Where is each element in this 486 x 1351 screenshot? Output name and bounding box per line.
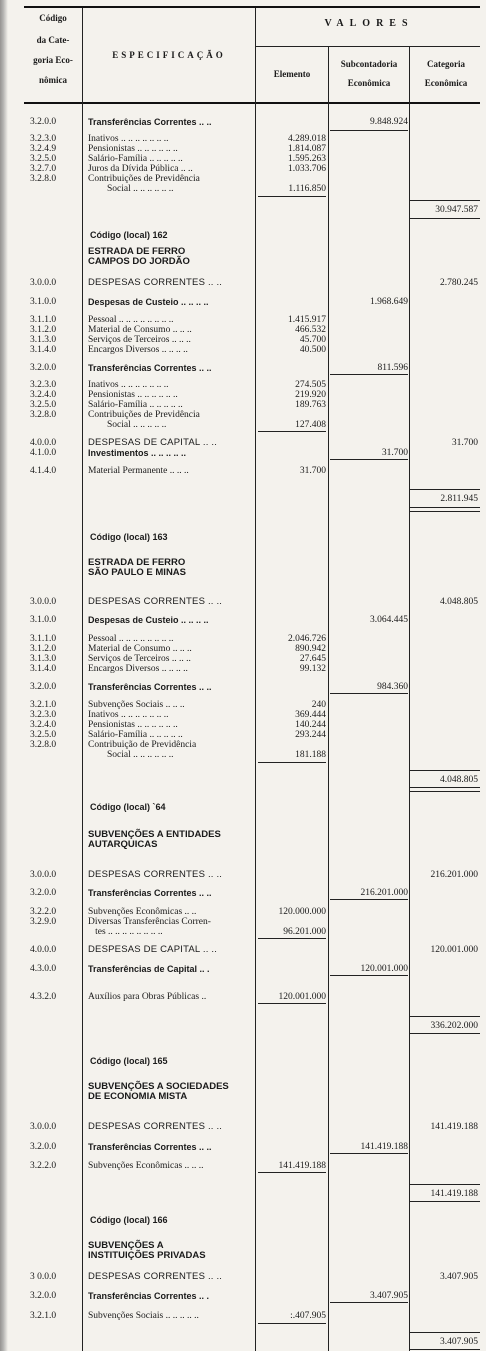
organization-heading bbox=[88, 1082, 229, 1102]
row-code: 3.2.2.0 bbox=[30, 907, 57, 917]
row-description: Investimentos .. .. .. .. .. bbox=[88, 448, 187, 458]
row-code: 3.2.0.0 bbox=[30, 682, 57, 692]
row-value-elemento: 240 bbox=[311, 700, 326, 710]
row-code: 3.2.3.0 bbox=[30, 710, 57, 720]
scan-edge-shadow bbox=[0, 0, 8, 1351]
row-description: Pessoal .. .. .. .. .. .. .. .. bbox=[88, 634, 174, 644]
row-code: 3.1.0.0 bbox=[30, 297, 57, 307]
local-code-heading: Código (local) 162 bbox=[90, 230, 168, 240]
organization-heading-line: SUBVENÇÕES A ENTIDADES bbox=[88, 829, 221, 840]
header-code bbox=[26, 12, 80, 86]
row-description: Material de Consumo .. .. .. bbox=[88, 325, 192, 335]
row-description: DESPESAS DE CAPITAL .. .. bbox=[88, 945, 218, 955]
organization-heading bbox=[88, 830, 221, 850]
row-description: Serviços de Terceiros .. .. .. bbox=[88, 654, 191, 664]
row-description: Material de Consumo .. .. .. bbox=[88, 644, 192, 654]
total-rule bbox=[410, 791, 480, 792]
row-description: tes .. .. .. .. .. .. .. .. bbox=[88, 927, 163, 937]
row-code: 3.2.0.0 bbox=[30, 888, 57, 898]
row-description: Transferências de Capital .. . bbox=[88, 964, 210, 974]
row-description: DESPESAS DE CAPITAL .. .. bbox=[88, 438, 218, 448]
row-description: Social .. .. .. .. .. bbox=[88, 420, 167, 430]
subtotal-rule bbox=[330, 130, 408, 131]
row-value-categoria: 120.001.000 bbox=[430, 945, 478, 955]
organization-heading-line: ESTRADA DE FERRO bbox=[88, 246, 186, 257]
total-rule bbox=[410, 1016, 480, 1017]
row-value-categoria: 4.048.805 bbox=[440, 775, 478, 785]
subtotal-rule bbox=[330, 693, 408, 694]
row-description: Pensionistas .. .. .. .. .. .. bbox=[88, 720, 178, 730]
header-code-line: nômica bbox=[39, 75, 67, 85]
organization-heading-line: SUBVENÇÕES A SOCIEDADES bbox=[88, 1081, 229, 1092]
row-code: 3.0.0.0 bbox=[30, 870, 57, 880]
row-value-categoria: 2.780.245 bbox=[440, 278, 478, 288]
row-description: Transferências Correntes .. .. bbox=[88, 682, 212, 692]
header-subconta-line: Subcontadoria bbox=[340, 59, 398, 69]
total-rule bbox=[410, 787, 480, 788]
row-value-categoria: 216.201.000 bbox=[430, 870, 478, 880]
row-code: 3.2.0.0 bbox=[30, 117, 57, 127]
row-code: 4.1.4.0 bbox=[30, 466, 57, 476]
row-value-elemento: :.407.905 bbox=[290, 1311, 326, 1321]
header-code-line: goria Eco- bbox=[33, 55, 73, 65]
row-value-categoria: 336.202.000 bbox=[430, 1021, 478, 1031]
row-value-elemento: 40.500 bbox=[299, 345, 326, 355]
col-divider-code bbox=[82, 8, 83, 1351]
subtotal-rule bbox=[330, 975, 408, 976]
header-subconta bbox=[329, 58, 409, 89]
row-value-categoria: 31.700 bbox=[451, 438, 478, 448]
row-code: 3.2.5.0 bbox=[30, 400, 57, 410]
row-code: 4.3.0.0 bbox=[30, 964, 57, 974]
row-description: Inativos .. .. .. .. .. .. .. bbox=[88, 134, 169, 144]
row-description: DESPESAS CORRENTES .. .. bbox=[88, 597, 223, 607]
row-code: 3.0.0.0 bbox=[30, 278, 57, 288]
row-description: DESPESAS CORRENTES .. .. bbox=[88, 1272, 223, 1282]
row-value-subcontadoria: 216.201.000 bbox=[360, 888, 408, 898]
row-description: Despesas de Custeio .. .. .. .. bbox=[88, 297, 209, 307]
subtotal-rule bbox=[330, 459, 408, 460]
row-code: 3 0.0.0 bbox=[30, 1272, 57, 1282]
organization-heading-line: ESTRADA DE FERRO bbox=[88, 557, 186, 568]
row-code: 4.3.2.0 bbox=[30, 992, 57, 1002]
row-code: 3.0.0.0 bbox=[30, 1122, 57, 1132]
row-value-elemento: 31.700 bbox=[299, 466, 326, 476]
organization-heading-line: SÃO PAULO E MINAS bbox=[88, 567, 186, 578]
row-description: Subvenções Sociais .. .. .. bbox=[88, 700, 185, 710]
row-description: Transferências Correntes .. . bbox=[88, 1291, 210, 1301]
organization-heading-line: SUBVENÇÕES A bbox=[88, 1240, 164, 1251]
subtotal-rule bbox=[330, 1153, 408, 1154]
row-description: Juros da Dívida Pública .. .. bbox=[88, 164, 193, 174]
row-value-elemento: 99.132 bbox=[299, 664, 326, 674]
row-code: 3.2.8.0 bbox=[30, 174, 57, 184]
row-value-elemento: 274.505 bbox=[295, 380, 326, 390]
row-description: Subvenções Econômicas .. .. bbox=[88, 907, 197, 917]
row-value-elemento: 27.645 bbox=[299, 654, 326, 664]
row-description: Salário-Família .. .. .. .. .. bbox=[88, 400, 183, 410]
row-value-categoria: 141.419.188 bbox=[430, 1122, 478, 1132]
row-value-subcontadoria: 9.848.924 bbox=[370, 117, 408, 127]
local-code-heading: Código (local) `64 bbox=[90, 802, 166, 812]
row-code: 4.1.0.0 bbox=[30, 448, 57, 458]
row-value-elemento: 466.532 bbox=[295, 325, 326, 335]
row-value-elemento: 120.000.000 bbox=[278, 907, 326, 917]
row-description: Transferências Correntes .. .. bbox=[88, 1142, 212, 1152]
row-code: 3.2.5.0 bbox=[30, 730, 57, 740]
row-value-subcontadoria: 984.360 bbox=[377, 682, 408, 692]
row-value-elemento: 4.289.018 bbox=[288, 134, 326, 144]
organization-heading-line: DE ECONOMIA MISTA bbox=[88, 1091, 188, 1102]
row-description: Pessoal .. .. .. .. .. .. .. .. bbox=[88, 315, 174, 325]
row-description: Transferências Correntes .. .. bbox=[88, 363, 212, 373]
row-code: 3.1.1.0 bbox=[30, 315, 57, 325]
row-value-elemento: 1.595.263 bbox=[288, 154, 326, 164]
row-description: Transferências Correntes .. .. bbox=[88, 888, 212, 898]
row-value-subcontadoria: 3.407.905 bbox=[370, 1291, 408, 1301]
row-description: Material Permanente .. .. .. bbox=[88, 466, 189, 476]
row-value-elemento: 140.244 bbox=[295, 720, 326, 730]
row-value-subcontadoria: 1.968.649 bbox=[370, 297, 408, 307]
total-rule bbox=[410, 511, 480, 512]
col-divider-spec bbox=[255, 8, 256, 1351]
row-value-elemento: 45.700 bbox=[299, 335, 326, 345]
row-value-categoria: 141.419.188 bbox=[430, 1189, 478, 1199]
row-code: 3.2.1.0 bbox=[30, 1311, 57, 1321]
row-code: 3.2.5.0 bbox=[30, 154, 57, 164]
subtotal-rule bbox=[258, 431, 326, 432]
row-value-subcontadoria: 3.064.445 bbox=[370, 615, 408, 625]
row-description: Social .. .. .. .. .. .. bbox=[88, 184, 174, 194]
row-value-elemento: 96.201.000 bbox=[283, 927, 326, 937]
organization-heading bbox=[88, 1241, 206, 1261]
row-value-elemento: 1.116.850 bbox=[288, 184, 326, 194]
local-code-heading: Código (local) 163 bbox=[90, 532, 168, 542]
header-code-line: Código bbox=[39, 13, 67, 23]
row-code: 3.2.4.0 bbox=[30, 390, 57, 400]
row-code: 3.2.1.0 bbox=[30, 700, 57, 710]
row-value-elemento: 189.763 bbox=[295, 400, 326, 410]
row-description: Subvenções Sociais .. .. .. .. .. bbox=[88, 1311, 199, 1321]
row-code: 3.2.0.0 bbox=[30, 1291, 57, 1301]
row-code: 3.2.2.0 bbox=[30, 1161, 57, 1171]
row-description: Social .. .. .. .. .. .. bbox=[88, 750, 174, 760]
top-border bbox=[24, 6, 480, 8]
header-elemento: Elemento bbox=[273, 69, 311, 79]
row-description: Salário-Família .. .. .. .. .. bbox=[88, 730, 183, 740]
row-value-categoria: 3.407.905 bbox=[440, 1272, 478, 1282]
row-code: 4.0.0.0 bbox=[30, 438, 57, 448]
header-bottom-border bbox=[24, 102, 480, 104]
row-code: 4.0.0.0 bbox=[30, 945, 57, 955]
col-divider-subconta bbox=[409, 46, 410, 1351]
row-code: 3.1.4.0 bbox=[30, 664, 57, 674]
row-description: Diversas Transferências Corren- bbox=[88, 917, 211, 927]
row-code: 3.1.0.0 bbox=[30, 615, 57, 625]
row-value-subcontadoria: 120.001.000 bbox=[360, 964, 408, 974]
row-value-subcontadoria: 141.419.188 bbox=[360, 1142, 408, 1152]
subtotal-rule bbox=[258, 196, 326, 197]
row-code: 3.1.1.0 bbox=[30, 634, 57, 644]
row-code: 3.1.4.0 bbox=[30, 345, 57, 355]
header-categoria-line: Econômica bbox=[424, 78, 468, 88]
row-value-elemento: 219.920 bbox=[295, 390, 326, 400]
row-code: 3.1.3.0 bbox=[30, 335, 57, 345]
header-categoria bbox=[410, 58, 482, 89]
total-rule bbox=[410, 507, 480, 508]
row-value-elemento: 1.415.917 bbox=[288, 315, 326, 325]
total-rule bbox=[410, 1184, 480, 1185]
row-code: 3.2.3.0 bbox=[30, 134, 57, 144]
row-code: 3.1.3.0 bbox=[30, 654, 57, 664]
row-value-elemento: 890.942 bbox=[295, 644, 326, 654]
row-code: 3.2.9.0 bbox=[30, 917, 57, 927]
row-value-elemento: 1.033.706 bbox=[288, 164, 326, 174]
subtotal-rule bbox=[330, 1302, 408, 1303]
header-code-line: da Cate- bbox=[36, 35, 70, 45]
row-value-subcontadoria: 811.596 bbox=[377, 363, 408, 373]
total-rule bbox=[410, 1201, 480, 1202]
total-rule bbox=[410, 770, 480, 771]
subtotal-rule bbox=[258, 1172, 326, 1173]
row-description: Contribuições de Previdência bbox=[88, 410, 200, 420]
row-description: Transferências Correntes .. .. bbox=[88, 117, 212, 127]
row-value-elemento: 2.046.726 bbox=[288, 634, 326, 644]
row-description: Contribuições de Previdência bbox=[88, 174, 200, 184]
organization-heading bbox=[88, 247, 190, 267]
header-especificacao: ESPECIFICAÇÃO bbox=[112, 50, 226, 60]
row-code: 3.2.8.0 bbox=[30, 740, 57, 750]
row-value-elemento: 293.244 bbox=[295, 730, 326, 740]
row-description: Salário-Família .. .. .. .. .. bbox=[88, 154, 183, 164]
organization-heading-line: INSTITUIÇÕES PRIVADAS bbox=[88, 1250, 206, 1261]
row-value-elemento: 369.444 bbox=[295, 710, 326, 720]
organization-heading-line: CAMPOS DO JORDÃO bbox=[88, 256, 190, 267]
row-code: 3.0.0.0 bbox=[30, 597, 57, 607]
row-value-elemento: 127.408 bbox=[295, 420, 326, 430]
total-rule bbox=[410, 200, 480, 201]
row-description: Inativos .. .. .. .. .. .. .. bbox=[88, 710, 169, 720]
row-code: 3.2.3.0 bbox=[30, 380, 57, 390]
valores-divider bbox=[255, 46, 480, 47]
row-value-subcontadoria: 31.700 bbox=[381, 448, 408, 458]
subtotal-rule bbox=[330, 899, 408, 900]
row-code: 3.2.0.0 bbox=[30, 363, 57, 373]
row-description: Serviços de Terceiros .. .. .. bbox=[88, 335, 191, 345]
local-code-heading: Código (local) 165 bbox=[90, 1056, 168, 1066]
row-code: 3.2.0.0 bbox=[30, 1142, 57, 1152]
local-code-heading: Código (local) 166 bbox=[90, 1215, 168, 1225]
row-value-categoria: 2.811.945 bbox=[440, 494, 478, 504]
row-description: Pensionistas .. .. .. .. .. .. bbox=[88, 144, 178, 154]
row-description: Subvenções Econômicas .. .. .. bbox=[88, 1161, 204, 1171]
row-value-elemento: 1.814.087 bbox=[288, 144, 326, 154]
subtotal-rule bbox=[258, 938, 326, 939]
row-description: Auxílios para Obras Públicas .. bbox=[88, 992, 207, 1002]
row-value-elemento: 141.419.188 bbox=[278, 1161, 326, 1171]
row-value-categoria: 30.947.587 bbox=[435, 205, 478, 215]
subtotal-rule bbox=[258, 1323, 326, 1324]
row-code: 3.2.7.0 bbox=[30, 164, 57, 174]
row-description: DESPESAS CORRENTES .. .. bbox=[88, 870, 223, 880]
row-code: 3.2.4.9 bbox=[30, 144, 57, 154]
row-value-elemento: 181.188 bbox=[295, 750, 326, 760]
subtotal-rule bbox=[258, 1003, 326, 1004]
row-value-categoria: 4.048.805 bbox=[440, 597, 478, 607]
total-rule bbox=[410, 489, 480, 490]
row-value-elemento: 120.001.000 bbox=[278, 992, 326, 1002]
row-description: Inativos .. .. .. .. .. .. .. bbox=[88, 380, 169, 390]
header-categoria-line: Categoria bbox=[427, 59, 465, 69]
organization-heading bbox=[88, 558, 186, 578]
total-rule bbox=[410, 218, 480, 219]
total-rule bbox=[410, 1033, 480, 1034]
row-description: DESPESAS CORRENTES .. .. bbox=[88, 1122, 223, 1132]
row-description: Contribuição de Previdência bbox=[88, 740, 197, 750]
total-rule bbox=[410, 1332, 480, 1333]
subtotal-rule bbox=[258, 762, 326, 763]
header-valores: VALORES bbox=[324, 18, 414, 29]
row-code: 3.2.8.0 bbox=[30, 410, 57, 420]
col-divider-elemento bbox=[328, 46, 329, 1351]
row-description: Encargos Diversos .. .. .. .. bbox=[88, 345, 188, 355]
header-subconta-line: Econômica bbox=[347, 78, 391, 88]
row-value-categoria: 3.407.905 bbox=[440, 1337, 478, 1347]
total-rule bbox=[410, 1349, 480, 1350]
row-description: Pensionistas .. .. .. .. .. .. bbox=[88, 390, 178, 400]
row-description: DESPESAS CORRENTES .. .. bbox=[88, 278, 223, 288]
subtotal-rule bbox=[330, 374, 408, 375]
row-code: 3.1.2.0 bbox=[30, 644, 57, 654]
row-code: 3.1.2.0 bbox=[30, 325, 57, 335]
row-code: 3.2.4.0 bbox=[30, 720, 57, 730]
row-description: Despesas de Custeio .. .. .. .. bbox=[88, 615, 209, 625]
row-description: Encargos Diversos .. .. .. .. bbox=[88, 664, 188, 674]
organization-heading-line: AUTARQUICAS bbox=[88, 839, 158, 850]
